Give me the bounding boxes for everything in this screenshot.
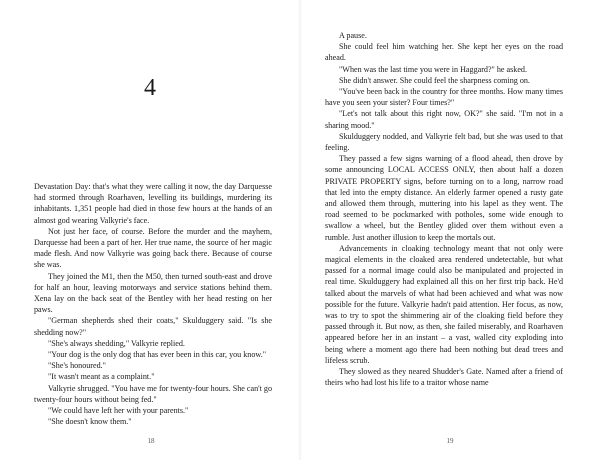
paragraph: "We could have left her with your parents." — [48, 406, 189, 416]
paragraph: "Let's not talk about this right now, OK?" she said. "I'm not in a sharing mood." — [325, 109, 563, 130]
paragraph: Devastation Day: that's what they were calling it now, the day Darquesse had stormed through Roarhaven, levelling its buildings, murdering its inhabitants. 1,351 people had died in those few hours at the hands of an almost god wearing Valkyrie's face. — [34, 182, 272, 225]
paragraph: Advancements in cloaking technology meant that not only were magical elements in the cloaked area rendered undetectable, but what passed for a normal image could also be manipulated and projected in real time. Skulduggery had explained all this on her first trip back. He'd talked about the marvels of what had been achieved and what was now possible for the future. Valkyrie hadn't paid attention. Her focus, as now, was to try to spot the shimmering air of the cloaking field before they passed through it. But now, as then, she failed miserably, and Roarhaven appeared before her in an instant – a vast, walled city exploding into being where a moment ago there had been nothing but dead trees and lifeless scrub. — [325, 243, 563, 365]
paragraph: Skulduggery nodded, and Valkyrie felt bad, but she was used to that feeling. — [325, 131, 563, 153]
paragraph: They slowed as they neared Shudder's Gate. Named after a friend of theirs who had lost his life to a traitor whose name — [325, 367, 563, 388]
paragraph: She didn't answer. She could feel the sharpness coming on. — [339, 75, 530, 85]
paragraph: She could feel him watching her. She kept her eyes on the road ahead. — [325, 42, 563, 63]
left-page-text — [34, 181, 272, 427]
paragraph: Not just her face, of course. Before the murder and the mayhem, Darquesse had been a part of her. Her true name, the source of her magic made flesh. And now Valkyrie was going back there. Because of course she was. — [34, 226, 272, 270]
paragraph: "When was the last time you were in Haggard?" he asked. — [339, 64, 527, 74]
paragraph: Valkyrie shrugged. "You have me for twenty-four hours. She can't go twenty-four hours without being fed." — [34, 383, 272, 404]
paragraph: "You've been back in the country for three months. How many times have you seen your sister? Four times?" — [325, 87, 563, 108]
page-number-left: 18 — [147, 437, 155, 445]
right-page-text — [325, 30, 563, 389]
paragraph: "She doesn't know them." — [48, 417, 132, 427]
paragraph: "She's always shedding," Valkyrie replied. — [48, 338, 185, 348]
paragraph: "Your dog is the only dog that has ever been in this car, you know." — [48, 350, 267, 360]
paragraph: "She's honoured." — [48, 361, 106, 371]
paragraph: "German shepherds shed their coats," Skulduggery said. "Is she shedding now?" — [34, 316, 272, 337]
paragraph: They passed a few signs warning of a flood ahead, then drove by some announcing LOCAL ACCESS ONLY, then about half a dozen PRIVATE PROPERTY signs, before turning on to a long, narrow road that led into the empty distance. An elderly farmer opened a rusty gate and allowed them through, muttering into his lapel as they went. The road seemed to be pockmarked with potholes, some wide enough to swallow a wheel, but the Bentley glided over them without even a rumble. Just another illusion to keep the mortals out. — [325, 154, 563, 242]
paragraph: "It wasn't meant as a complaint." — [48, 372, 155, 382]
paragraph: A pause. — [339, 31, 367, 40]
chapter-number: 4 — [144, 75, 156, 101]
page-number-right: 19 — [446, 437, 454, 445]
paragraph: They joined the M1, then the M50, then turned south-east and drove for half an hour, leaving motorways and service stations behind them. Xena lay on the back seat of the Bentley with her head resting on her paws. — [34, 271, 272, 315]
